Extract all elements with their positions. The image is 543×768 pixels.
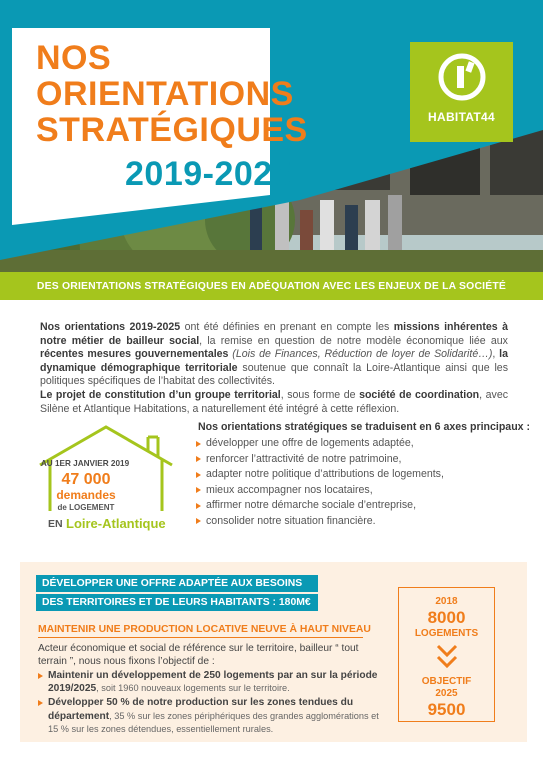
intro-emph: Le projet de constitution d’un groupe territorial — [40, 388, 281, 401]
section-bullet — [38, 697, 383, 736]
triangle-bullet-icon — [196, 456, 201, 462]
section-label-1: DÉVELOPPER UNE OFFRE ADAPTÉE AUX BESOINS — [36, 575, 318, 592]
axes-title: Nos orientations stratégiques se traduisent en 6 axes principaux : — [198, 421, 531, 433]
section-bullet-bold: Maintenir un développement de 250 logements par an sur la période 2019/2025 — [48, 670, 378, 695]
axes-item — [196, 483, 444, 499]
triangle-bullet-icon — [196, 472, 201, 478]
stats-number-2018: 8000 — [427, 608, 466, 627]
habitat44-logo-text: HABITAT44 — [428, 110, 495, 124]
intro-span: , — [492, 348, 500, 361]
hero-title — [36, 40, 308, 148]
section-subheading-rule — [38, 637, 363, 638]
axes-item — [196, 514, 444, 530]
section-body: Acteur économique et social de référence sur le territoire, bailleur “ tout terrain ”, nous nous fixons l’objectif de : — [38, 643, 359, 667]
house-en: EN — [48, 518, 63, 530]
stats-year-2025: 2025 — [435, 688, 458, 699]
habitat44-logo — [410, 42, 513, 142]
double-chevron-down-icon — [435, 642, 459, 672]
subtitle-band — [0, 272, 543, 300]
hero-years: 2019-2025 — [125, 155, 293, 193]
house-de-logement: de LOGEMENT — [57, 503, 115, 512]
intro-emph: société de coordination — [359, 388, 480, 401]
triangle-bullet-icon — [196, 503, 201, 509]
intro-span: , la remise en question de notre modèle économique liée aux — [199, 334, 508, 347]
hero-banner — [0, 0, 543, 282]
intro-emph: Nos orientations 2019-2025 — [40, 321, 181, 333]
section-label-2: DES TERRITOIRES ET DE LEURS HABITANTS : 180M€ — [36, 594, 318, 611]
intro-emph: la dynamique démographique territoriale — [40, 348, 508, 374]
hero-title-line-2: ORIENTATIONS — [36, 75, 294, 113]
intro-emph: missions inhérentes à notre métier de bailleur social — [40, 321, 508, 347]
axes-list — [196, 436, 444, 529]
axes-item-label: adapter notre politique d’attributions de logements, — [206, 468, 444, 480]
intro-span: , avec Silène et Atlantique Habitations, a naturellement été intégré à cette réflexion. — [40, 388, 509, 415]
axes-item — [196, 467, 444, 483]
stats-number-2025: 9500 — [427, 700, 466, 719]
stats-objectif-label: OBJECTIF — [421, 676, 472, 687]
intro-span: soutenue que connaît la Loire-Atlantique ainsi que les politiques spécifiques de l’habitat des collectivités. — [40, 361, 508, 388]
section-bullet-detail: , 35 % sur les zones périphériques des grandes agglomérations et 15 % sur les zones détendues, essentiellement rurales. — [48, 710, 379, 734]
axes-item-label: consolider notre situation financière. — [206, 514, 376, 527]
house-date: AU 1ER JANVIER 2019 — [40, 459, 130, 468]
intro-span: , sous forme de — [280, 388, 360, 401]
hero-title-line-3: STRATÉGIQUES — [36, 111, 308, 149]
section-bullet-detail: , soit 1960 nouveaux logements sur le territoire. — [96, 683, 290, 694]
section-bullet-bold: Développer 50 % de notre production sur les zones tendues du département — [48, 697, 354, 722]
section-bullet — [38, 670, 383, 695]
intro-paragraph-1 — [40, 321, 508, 389]
house-number: 47 000 — [61, 471, 111, 488]
triangle-bullet-icon — [196, 441, 201, 447]
triangle-bullet-icon — [196, 487, 201, 493]
axes-item — [196, 436, 444, 452]
axes-item — [196, 452, 444, 468]
subtitle-band-text: DES ORIENTATIONS STRATÉGIQUES EN ADÉQUATION AVEC LES ENJEUX DE LA SOCIÉTÉ — [36, 280, 507, 292]
intro-text — [40, 321, 508, 416]
stats-year-2018: 2018 — [435, 596, 458, 607]
axes-item-label: renforcer l’attractivité de notre patrimoine, — [206, 452, 402, 465]
axes-item — [196, 498, 444, 514]
intro-emph: récentes mesures gouvernementales — [40, 348, 229, 361]
triangle-bullet-icon — [196, 518, 201, 524]
habitat44-logo-icon — [437, 52, 487, 102]
intro-italic: (Lois de Finances, Réduction de loyer de Solidarité…) — [232, 348, 493, 361]
intro-span: ont été définies en prenant en compte les — [180, 321, 394, 333]
hero-title-line-1: NOS — [36, 39, 112, 77]
house-demandes: demandes — [56, 488, 116, 502]
section-bullets — [38, 670, 383, 738]
stats-label-logements: LOGEMENTS — [414, 628, 479, 639]
section-subheading: MAINTENIR UNE PRODUCTION LOCATIVE NEUVE À HAUT NIVEAU — [38, 624, 371, 635]
house-region: Loire-Atlantique — [66, 516, 166, 531]
intro-paragraph-2 — [40, 389, 508, 416]
axes-item-label: développer une offre de logements adaptée, — [206, 437, 414, 449]
axes-item-label: affirmer notre démarche sociale d’entreprise, — [206, 499, 417, 511]
axes-item-label: mieux accompagner nos locataires, — [206, 483, 373, 496]
